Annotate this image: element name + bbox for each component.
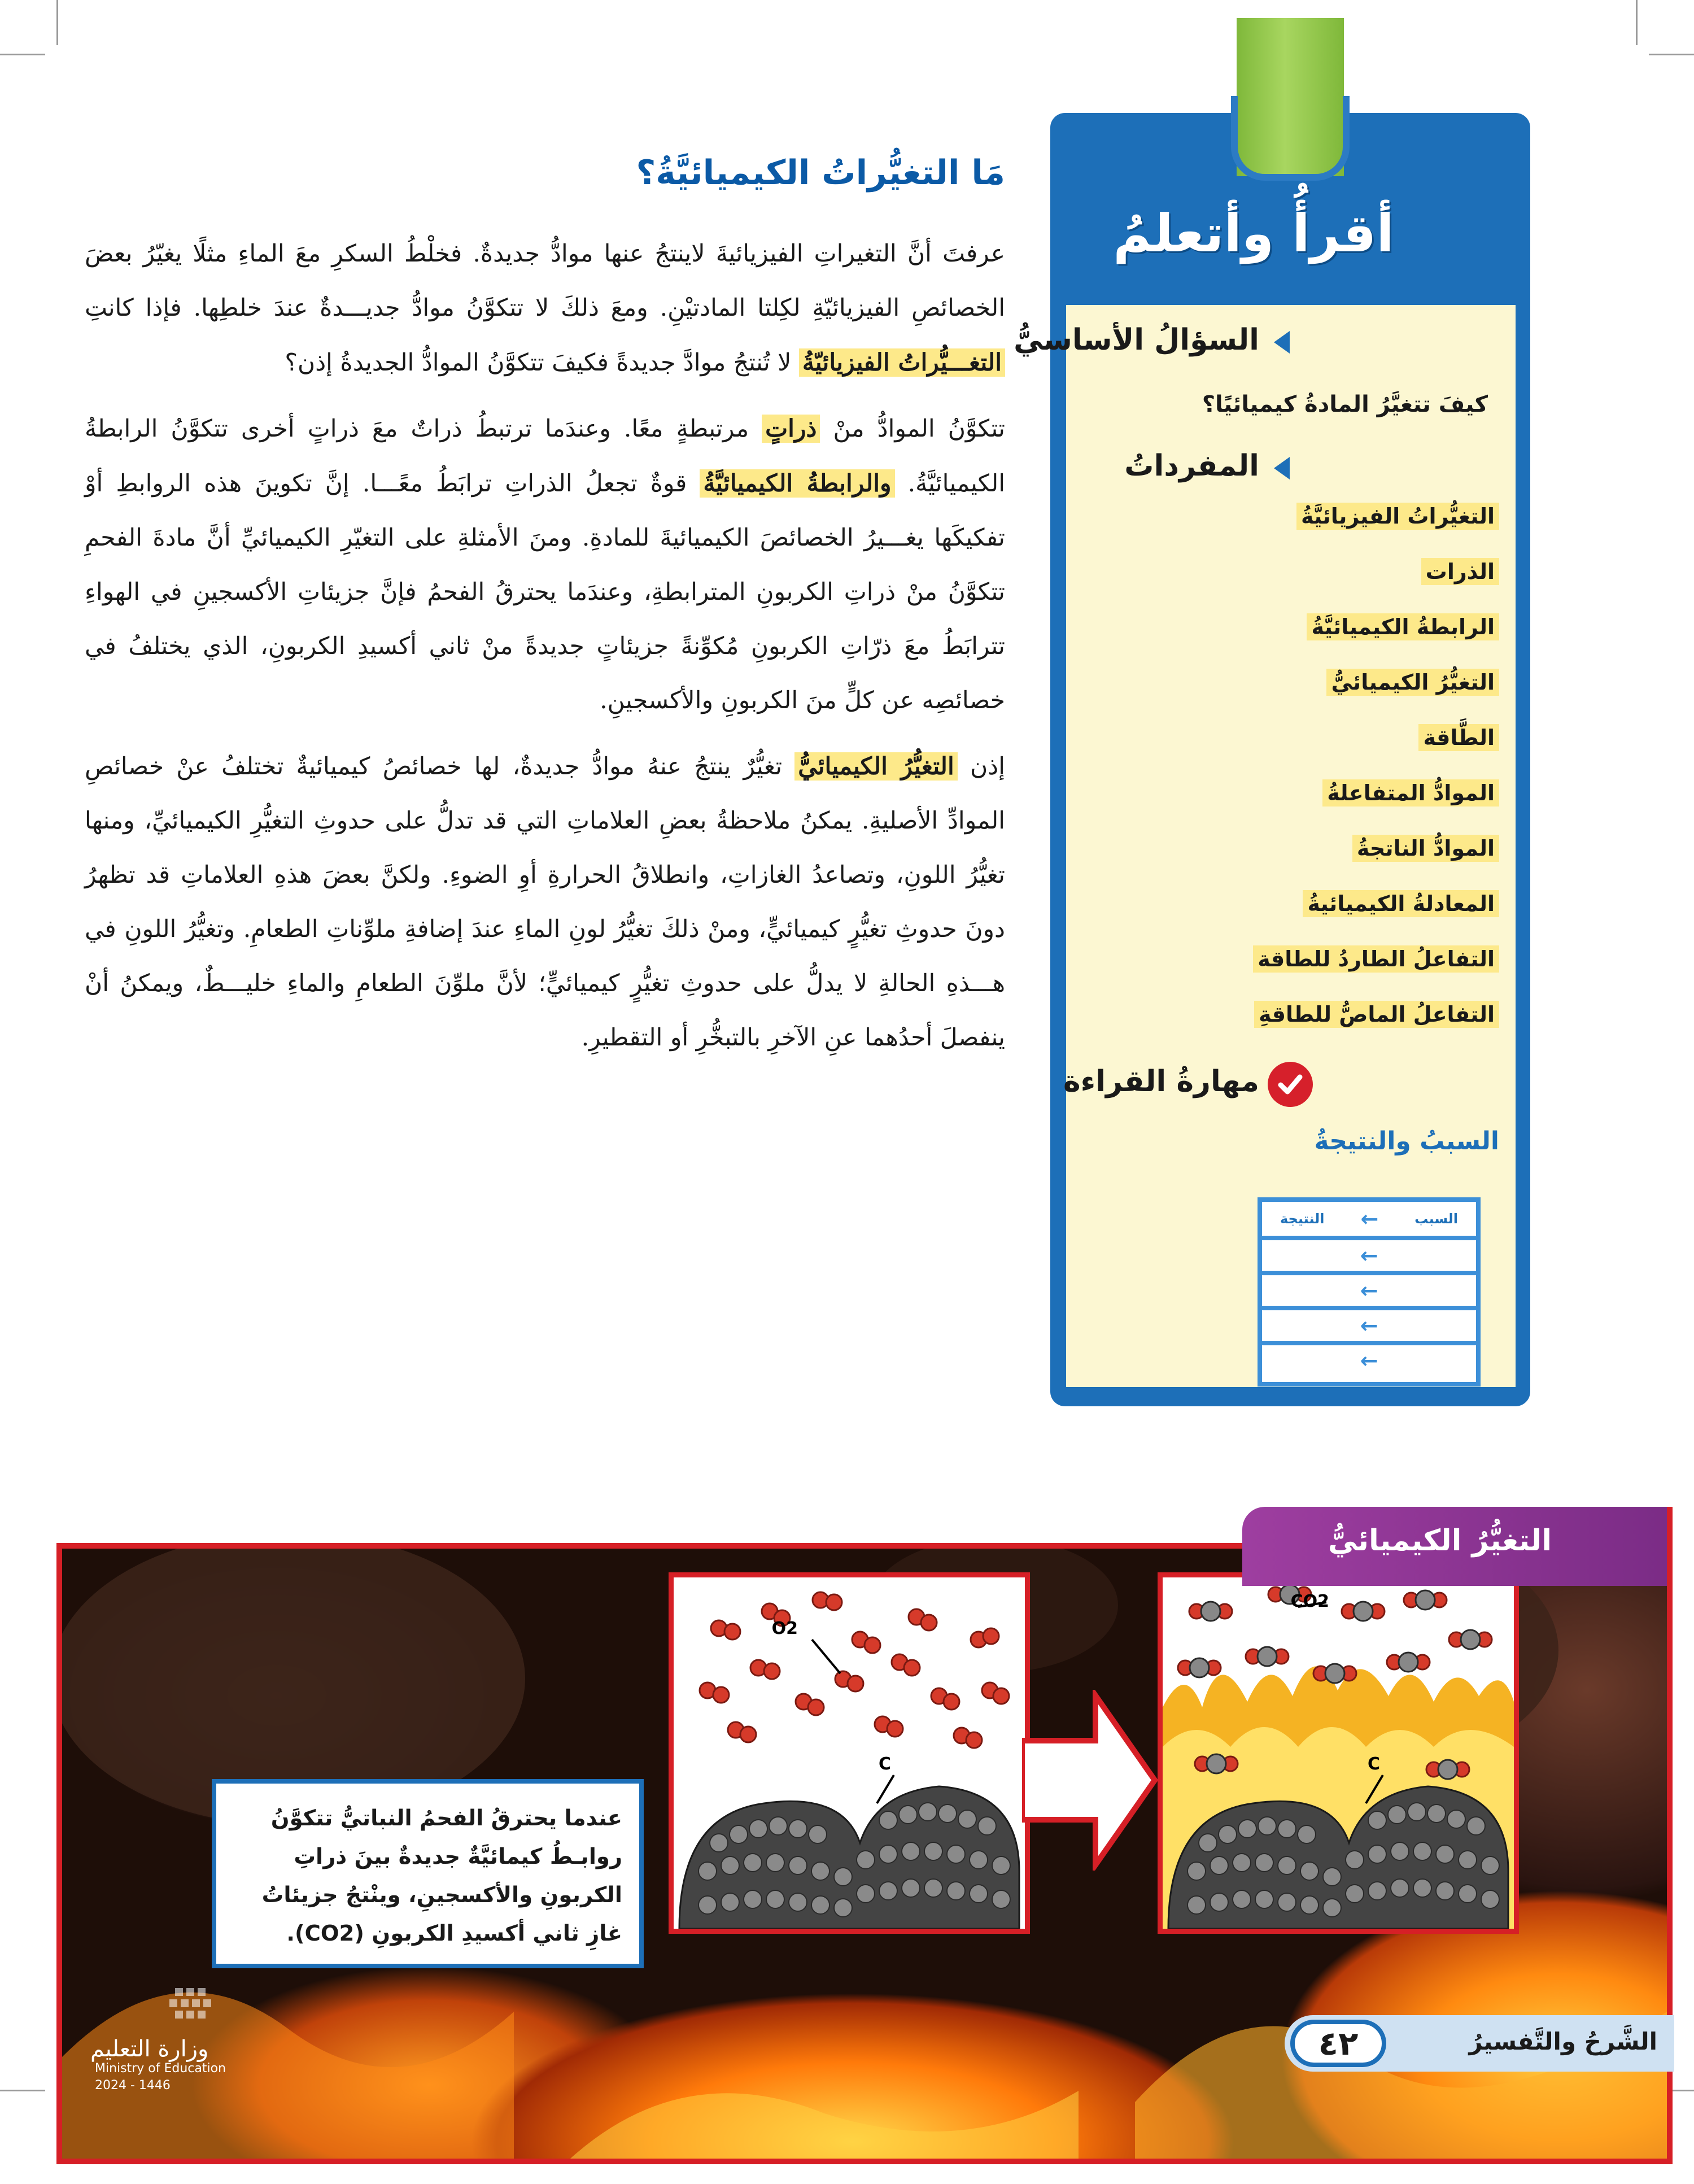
- vocab-item: المعادلةُ الكيميائيةُ: [1303, 890, 1499, 917]
- vocab-item: الذرات: [1421, 558, 1499, 585]
- vocab-item: التغيُّراتُ الفيزيائيَّةُ: [1296, 503, 1499, 530]
- crop-mark: [56, 0, 58, 45]
- ministry-name-en: Ministry of Education: [95, 2061, 226, 2076]
- ministry-name-ar: وزارة التعليم: [90, 2036, 209, 2062]
- organizer-row: [1262, 1306, 1476, 1341]
- arrow-left-icon: ←: [1360, 1278, 1378, 1303]
- vocab-item: الموادُّ الناتجةُ: [1352, 835, 1499, 862]
- reaction-arrow-icon: [1022, 1690, 1158, 1871]
- organizer-row: [1262, 1341, 1476, 1376]
- organizer-row: [1262, 1236, 1476, 1271]
- term-atoms: ذراتٍ: [762, 415, 820, 443]
- oxygen-carbon-diagram: [674, 1577, 1025, 1929]
- vocab-item: الرابطةُ الكيميائيَّةُ: [1307, 613, 1499, 640]
- paragraph-3: إذن التغيُّرُ الكيميائيُّ تغيُّرٌ ينتجُ عنهُ موادُّ جديدةٌ، لها خصائصُ كيميائيةٌ تختلفُ عنْ خصائصِ الموادِّ الأصليةِ. يمكنُ ملاحظةُ بعضِ العلاماتِ التي قد تدلُّ على حدوثِ التغيُّرِ الكيميائيِّ، ومنها تغيُّرُ اللونِ، وتصاعدُ الغازاتِ، وانطلاقُ الحرارةِ أوِ الضوءِ. ولكنَّ بعضَ هذهِ العلاماتِ قد تظهرُ دونَ حدوثِ تغيُّرٍ كيميائيٍّ، ومنْ ذلكَ تغيُّرُ لونِ الماءِ عندَ إضافةِ ملوِّناتِ الطعامِ. وتغيُّرُ اللونِ في هـــذهِ الحالةِ لا يدلُّ على حدوثِ تغيُّرٍ كيميائيٍّ؛ لأنَّ ملوِّنَ الطعامِ والماءِ خليـــطٌ، ويمكنُ أنْ ينفصلَ أحدُهما عنِ الآخرِ بالتبخُّرِ أو التقطيرِ.: [85, 752, 1005, 1052]
- ministry-year: 2024 - 1446: [95, 2078, 171, 2093]
- arrow-left-icon: ←: [1360, 1243, 1378, 1268]
- vocab-item: التفاعلُ الماصُّ للطاقةِ: [1254, 1001, 1499, 1028]
- o2-label: O2: [771, 1619, 798, 1638]
- vocab-item: الموادُّ المتفاعلةُ: [1322, 779, 1499, 807]
- term-chemical-change: التغيُّرُ الكيميائيُّ: [794, 752, 958, 781]
- bookmark-loop: [1231, 96, 1350, 181]
- essential-question-label: السؤالُ الأساسيُّ: [1014, 323, 1259, 357]
- vocab-item: الطَّاقة: [1418, 724, 1499, 751]
- vocab-item: التفاعلُ الطاردُ للطاقة: [1253, 945, 1499, 973]
- figure-title: التغيُّرُ الكيميائيُّ: [1328, 1524, 1552, 1558]
- checkmark-icon: [1268, 1062, 1313, 1107]
- page-footer: [1285, 2015, 1674, 2072]
- carbon-label: C: [878, 1754, 891, 1774]
- crop-mark: [1636, 0, 1638, 45]
- organizer-row: [1262, 1271, 1476, 1306]
- vocab-item: التغيُّرُ الكيميائيُّ: [1326, 669, 1499, 696]
- panel-title: أقرأُ وأتعلمُ: [1113, 203, 1394, 264]
- cause-header: السبب: [1414, 1211, 1459, 1227]
- essential-question: كيفَ تتغيَّرُ المادةُ كيميائيًا؟: [1202, 391, 1488, 417]
- page-number: ٤٢: [1290, 2020, 1386, 2067]
- arrow-left-icon: ←: [1360, 1313, 1378, 1338]
- section-heading: مَا التغيُّراتُ الكيميائيَّةُ؟: [636, 153, 1005, 193]
- before-burning-panel: [669, 1572, 1030, 1934]
- crop-mark: [1649, 54, 1694, 55]
- arrow-left-icon: ←: [1360, 1206, 1379, 1231]
- paragraph-1: عرفتَ أنَّ التغيراتِ الفيزيائيةَ لاينتجُ عنها موادُّ جديدةٌ. فخلْطُ السكرِ معَ الماءِ مثلًا يغيّرُ بعضَ الخصائصِ الفيزيائيّةِ لكِلتا المادتيْنِ. ومعَ ذلكَ لا تتكوَّنُ موادُّ جديـــدةٌ عندَ خلطِها. فإذا كانتِ التغـــيُّراتُ الفيزيائيّةُ لا تُنتجُ موادَّ جديدةً فكيفَ تتكوَّنُ الموادُّ الجديدةُ إذن؟: [85, 240, 1005, 377]
- carbon-label: C: [1367, 1754, 1380, 1774]
- footer-section-label: الشَّرحُ والتَّفسيرُ: [1469, 2028, 1657, 2055]
- crop-mark: [0, 2090, 45, 2091]
- arrow-left-icon: ←: [1360, 1348, 1378, 1373]
- term-physical-changes: التغـــيُّراتُ الفيزيائيّةُ: [799, 348, 1005, 377]
- cause-effect-organizer: [1258, 1197, 1481, 1387]
- after-burning-panel: [1158, 1572, 1519, 1934]
- vocabulary-label: المفرداتُ: [1124, 449, 1259, 483]
- reading-skill-name: السببُ والنتيجةُ: [1314, 1127, 1499, 1156]
- reading-skill-label: مهارةُ القراءة: [1063, 1065, 1259, 1098]
- carbon-dioxide-diagram: [1163, 1577, 1514, 1929]
- figure-caption: عندما يحترقُ الفحمُ النباتيُّ تتكوَّنُ روابـطُ كيمائيَّةٌ جديدةٌ بينَ ذراتِ الكربونِ والأكسجينِ، وينْتجُ جزيئاتُ غازِ ثاني أكسيدِ الكربونِ (CO2).: [212, 1779, 644, 1968]
- paragraph-2: تتكوَّنُ الموادُّ منْ ذراتٍ مرتبطةٍ معًا. وعندَما ترتبطُ ذراتٌ معَ ذراتٍ أخرى تتكوَّنُ الرابطةُ الكيميائيَّةُ. والرابطةُ الكيميائيَّةُ قوةٌ تجعلُ الذراتِ ترابَطُ معًـــا. إنَّ تكوينَ هذه الروابطِ أوْ تفكيكَها يغـــيرُ الخصائصَ الكيميائيةَ للمادةِ. ومنَ الأمثلةِ على التغيّرِ الكيميائيِّ أنَّ مادةَ الفحمِ تتكوَّنُ منْ ذراتِ الكربونِ المترابطةِ، وعندَما يحترقُ الفحمُ فإنَّ جزيئاتِ الأكسجينِ في الهواءِ تترابَطُ معَ ذرّاتِ الكربونِ مُكوِّنةً جزيئاتٍ جديدةً منْ ثاني أكسيدِ الكربونِ، الذي يختلفُ في خصائصِه عن كلٍّ منَ الكربونِ والأكسجينِ.: [85, 415, 1006, 714]
- crop-mark: [0, 54, 45, 55]
- co2-label: CO2: [1290, 1592, 1329, 1611]
- effect-header: النتيجة: [1280, 1211, 1325, 1227]
- main-text-column: [85, 152, 1005, 1076]
- term-chemical-bond: والرابطةُ الكيميائيَّةُ: [700, 469, 894, 498]
